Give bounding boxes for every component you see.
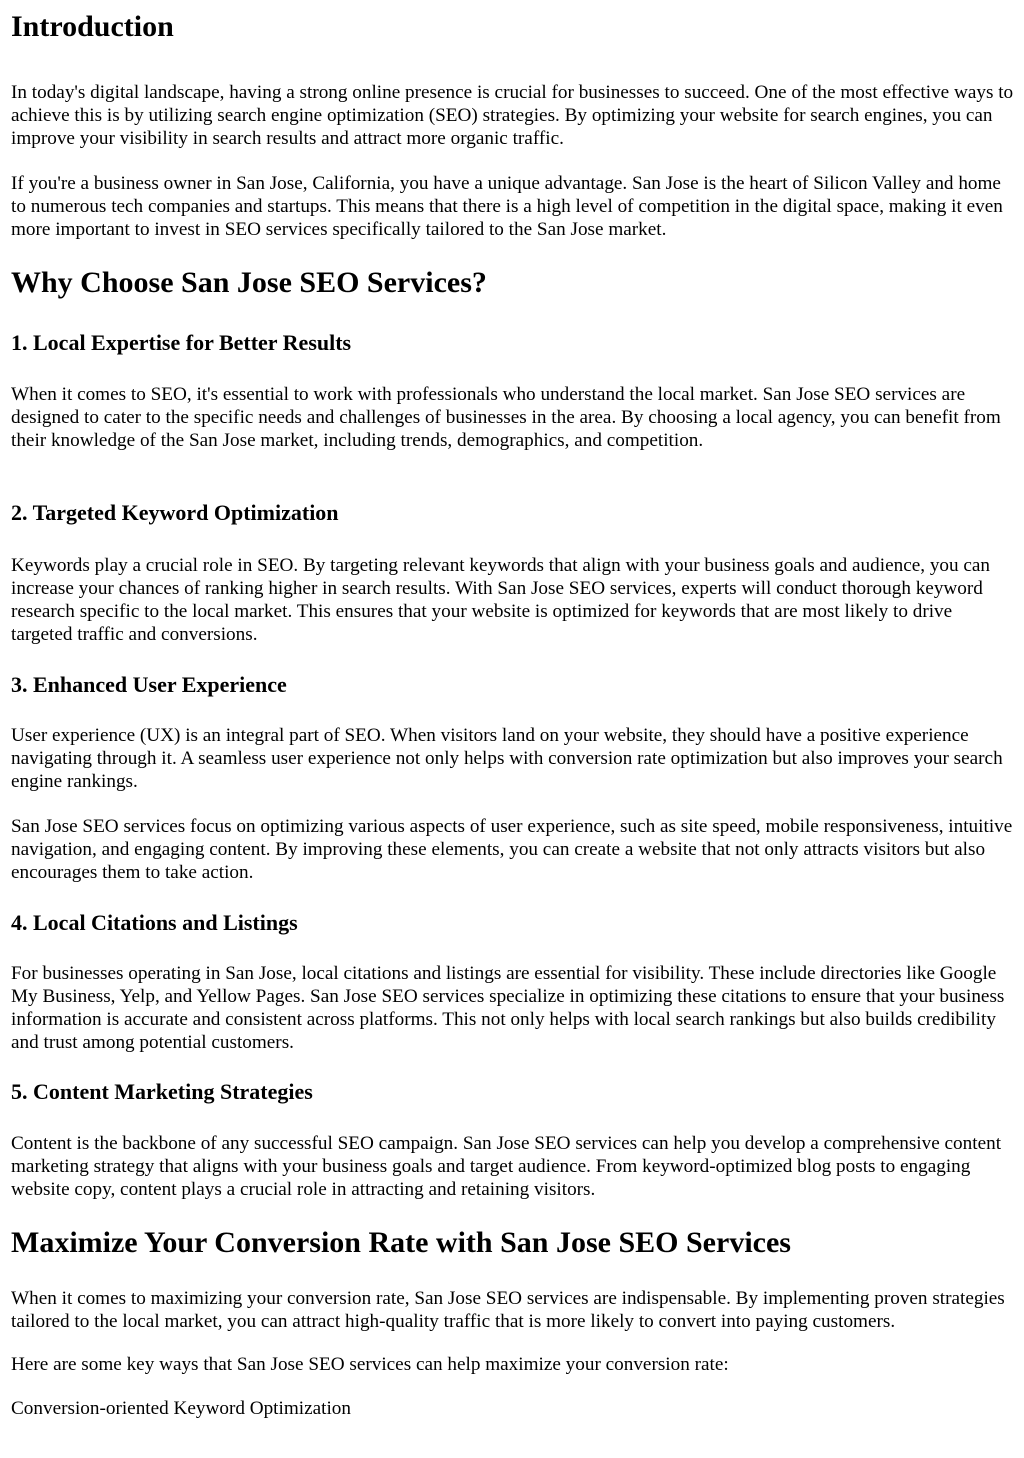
intro-paragraph-2: If you're a business owner in San Jose, California, you have a unique advantage. San Jose is the heart of Silicon Valley and home to numerous tech companies and startups. This means that there is a high level of competition in the digital space, making it even more important to invest in SEO services specifically tailored to the San Jose market. — [11, 173, 1003, 240]
section-3-paragraph-1: User experience (UX) is an integral part of SEO. When visitors land on your website, they should have a positive experience navigating through it. A seamless user experience not only helps with conversion rate optimization but also improves your search engine rankings. — [11, 725, 1003, 792]
section-2-paragraph: Keywords play a crucial role in SEO. By targeting relevant keywords that align with your business goals and audience, you can increase your chances of ranking higher in search results. With San Jose SEO services, experts will conduct thorough keyword research specific to the local market. This ensures that your website is optimized for keywords that are most likely to drive targeted traffic and conversions. — [11, 555, 991, 645]
section-3-heading: 3. Enhanced User Experience — [11, 672, 287, 697]
why-choose-heading: Why Choose San Jose SEO Services? — [11, 266, 487, 299]
maximize-paragraph-1: When it comes to maximizing your conversion rate, San Jose SEO services are indispensable. By implementing proven strategies tailored to the local market, you can attract high-quality traffic that is more likely to convert into paying customers. — [11, 1288, 1005, 1332]
section-1-paragraph: When it comes to SEO, it's essential to work with professionals who understand the local market. San Jose SEO services are designed to cater to the specific needs and challenges of businesses in the area. By choosing a local agency, you can benefit from their knowledge of the San Jose market, including trends, demographics, and competition. — [11, 384, 1001, 451]
section-5-paragraph: Content is the backbone of any successful SEO campaign. San Jose SEO services can help you develop a comprehensive content marketing strategy that aligns with your business goals and target audience. From keyword-optimized blog posts to engaging website copy, content plays a crucial role in attracting and retaining visitors. — [11, 1133, 1002, 1200]
maximize-heading: Maximize Your Conversion Rate with San Jose SEO Services — [11, 1226, 791, 1259]
intro-heading: Introduction — [11, 10, 174, 43]
section-5-heading: 5. Content Marketing Strategies — [11, 1079, 313, 1104]
section-4-paragraph: For businesses operating in San Jose, local citations and listings are essential for visibility. These include directories like Google My Business, Yelp, and Yellow Pages. San Jose SEO services specialize in optimizing these citations to ensure that your business information is accurate and consistent across platforms. This not only helps with local search rankings but also builds credibility and trust among potential customers. — [11, 963, 1005, 1053]
section-3-paragraph-2: San Jose SEO services focus on optimizing various aspects of user experience, such as site speed, mobile responsiveness, intuitive navigation, and engaging content. By improving these elements, you can create a website that not only attracts visitors but also encourages them to take action. — [11, 816, 1013, 883]
maximize-paragraph-2: Here are some key ways that San Jose SEO services can help maximize your conversion rate: — [11, 1354, 729, 1375]
maximize-paragraph-3: Conversion-oriented Keyword Optimization — [11, 1398, 351, 1419]
intro-paragraph-1: In today's digital landscape, having a strong online presence is crucial for businesses to succeed. One of the most effective ways to achieve this is by utilizing search engine optimization (SEO) strategies. By optimizing your website for search engines, you can improve your visibility in search results and attract more organic traffic. — [11, 82, 1014, 149]
article — [0, 10, 1024, 1420]
section-1-heading: 1. Local Expertise for Better Results — [11, 330, 352, 355]
section-2-heading: 2. Targeted Keyword Optimization — [11, 500, 339, 525]
section-4-heading: 4. Local Citations and Listings — [11, 910, 298, 935]
